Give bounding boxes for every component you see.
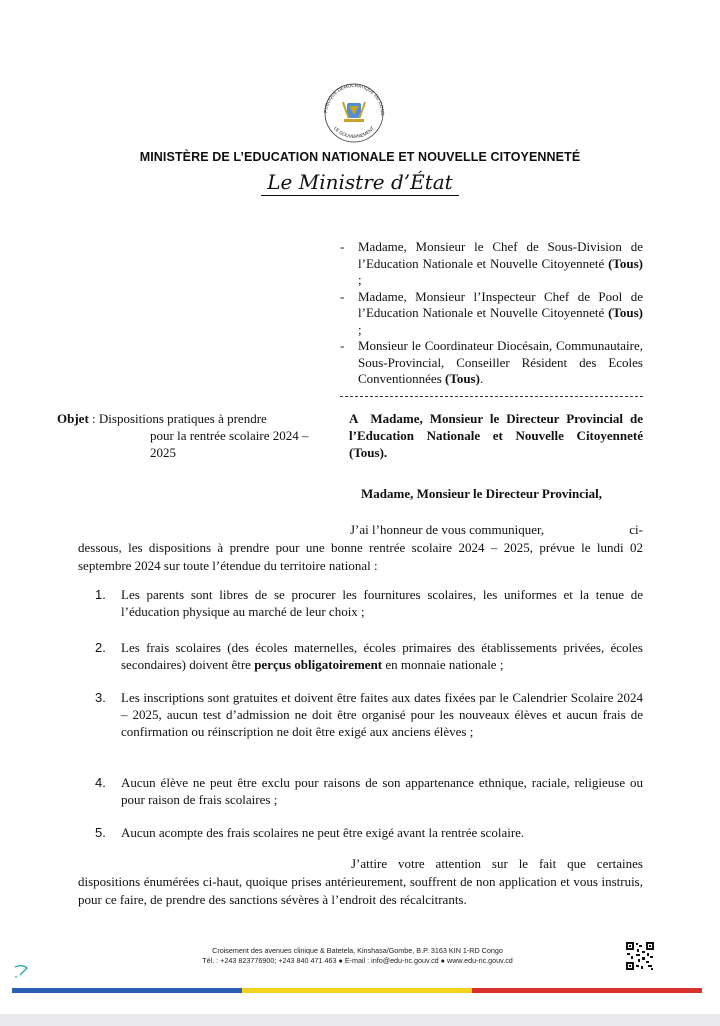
intro-rest: dessous, les dispositions à prendre pour une bonne rentrée scolaire 2024 – 2025, prévue le lundi 02 septembre 2024 sur toute l’étendue du territoire national : [78,540,643,573]
subject-block [57,410,317,461]
recipient-dash: - [340,239,345,254]
item-text: Aucun acompte des frais scolaires ne peut être exigé avant la rentrée scolaire. [121,825,525,840]
recipient-2 [340,289,643,339]
footer-contact: Tél. : +243 823776900; +243 840 471 463 ● E-mail : info@edu-nc.gouv.cd ● www.edu-nc.gouv.cd [202,956,513,965]
item-text: Les frais scolaires (des écoles maternelles, écoles primaires des établissements privées, écoles secondaires) doivent être [121,640,643,672]
list-item [95,586,643,620]
salutation: Madame, Monsieur le Directeur Provincial, [361,486,602,501]
ministry-title: MINISTÈRE DE L’EDUCATION NATIONALE ET NOUVELLE CITOYENNETÉ [139,150,581,164]
recipient-bold: (Tous) [445,371,480,386]
addressee-prefix: A [349,411,359,426]
seal-top-text: PUBLIQUE DÉMOCRATIQUE DU CONG [322,82,386,116]
item-number: 2. [95,640,106,655]
flag-red-segment [472,988,702,993]
item-text-after: en monnaie nationale ; [382,657,504,672]
list-item [95,824,643,841]
item-text: Les parents sont libres de se procurer les fournitures scolaires, les uniformes et la tenue de l’éducation physique au marché de leur choix ; [121,587,643,619]
recipients-list [340,239,643,388]
recipient-text: Monsieur le Coordinateur Diocésain, Communautaire, Sous-Provincial, Conseiller Résident des Ecoles Conventionnées [358,338,643,386]
coat-of-arms-seal [313,82,395,144]
item-number: 1. [95,587,106,602]
item-bold: perçus obligatoirement [254,657,383,672]
recipient-dash: - [340,338,345,353]
item-text: Les inscriptions sont gratuites et doivent être faites aux dates fixées par le Calendrier Scolaire 2024 – 2025, aucun test d’admission ne doit être organisé pour les nouveaux élèves et aucun frais de confirmation ou réinscription ne doit être exigé aux anciens élèves ; [121,690,643,739]
recipient-dash: - [340,288,345,304]
item-number: 5. [95,825,106,840]
subject-label: Objet [57,411,89,426]
margin-mark-icon [12,963,32,981]
footer-address: Croisement des avenues clinique & Batetela, Kinshasa/Gombe, B.P. 3163 KIN 1-RD Congo [212,946,503,955]
seal-bottom-text: LE GOUVERNEMENT [332,125,376,140]
subject-separator: : [88,411,99,426]
footer [170,946,545,966]
recipient-text: Madame, Monsieur l’Inspecteur Chef de Pool de l’Education Nationale et Nouvelle Citoyenneté [358,288,643,320]
intro-paragraph [78,521,643,575]
svg-text:LE GOUVERNEMENT [333,125,375,139]
recipient-end: ; [358,272,362,287]
minister-title-text: Le Ministre d’État [261,170,458,196]
addressee-block [349,410,643,461]
recipient-3 [340,338,643,388]
closing-paragraph [78,855,643,909]
intro-ci: ci- [629,522,643,537]
recipient-1 [340,239,643,289]
qr-code-icon [625,941,655,971]
flag-blue-segment [12,988,242,993]
recipient-text: Madame, Monsieur le Chef de Sous-Division de l’Education Nationale et Nouvelle Citoyenneté [358,239,643,271]
minister-title [0,170,720,196]
subject-line-3: 2025 [150,445,176,460]
addressee-text: Madame, Monsieur le Directeur Provincial de l’Education Nationale et Nouvelle Citoyenneté (Tous). [349,411,643,460]
subject-line-2: pour la rentrée scolaire 2024 – [150,428,309,443]
list-item [95,774,643,808]
scan-bottom-edge [0,1014,720,1026]
list-item [95,689,643,740]
intro-start: J’ai l’honneur de vous communiquer, [350,522,545,537]
item-number: 3. [95,690,106,705]
item-text: Aucun élève ne peut être exclu pour raisons de son appartenance ethnique, raciale, religieuse ou pour raison de frais scolaires ; [121,775,643,807]
list-item [95,639,643,673]
item-number: 4. [95,775,106,790]
flag-yellow-segment [242,988,472,993]
closing-text: J’attire votre attention sur le fait que certaines dispositions énumérées ci-haut, quoique prises antérieurement, souffrent de non application et vous instruis, pour ce faire, de prendre des sanctions sévères à l’endroit des récalcitrants. [78,856,643,907]
recipient-bold: (Tous) [608,305,644,320]
dashed-divider [340,396,643,397]
recipient-end: . [479,371,484,386]
subject-line-1: Dispositions pratiques à prendre [98,411,267,426]
recipient-bold: (Tous) [608,255,644,271]
flag-color-bar [12,988,702,993]
recipient-end: ; [358,321,362,337]
